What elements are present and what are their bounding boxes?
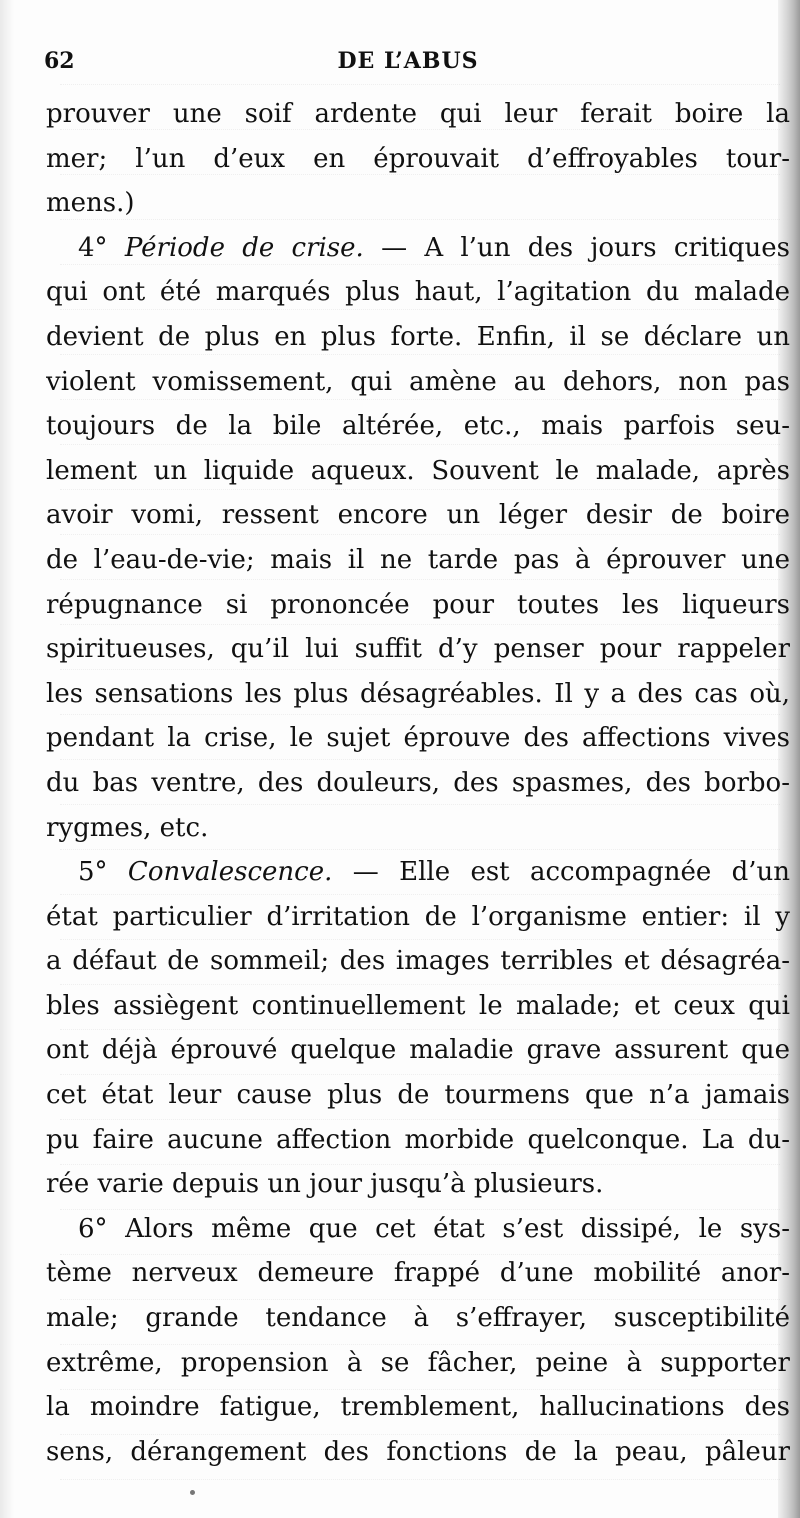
text-line: male; grande tendance à s’effrayer, susceptibilité	[46, 1303, 790, 1334]
text-line: violent vomissement, qui amène au dehors, non pas	[46, 366, 790, 397]
text-line: sens, dérangement des fonctions de la peau, pâleur	[46, 1436, 790, 1467]
text-line: a défaut de sommeil; des images terribles et désagréa-	[46, 946, 790, 977]
section-heading-italic: Convalescence.	[127, 857, 333, 888]
line-prefix: 5°	[78, 857, 128, 888]
text-line: mer; l’un d’eux en éprouvait d’effroyables tour-	[46, 143, 790, 174]
text-line: toujours de la bile altérée, etc., mais parfois seu-	[46, 411, 790, 442]
text-line: ont déjà éprouvé quelque maladie grave assurent que	[46, 1035, 790, 1066]
text-line: bles assiègent continuellement le malade; et ceux qui	[46, 990, 790, 1021]
running-head: DE L’ABUS	[337, 48, 479, 74]
text-line: état particulier d’irritation de l’organisme entier: il y	[46, 901, 790, 932]
text-line: devient de plus en plus forte. Enfin, il se déclare un	[46, 321, 790, 352]
text-line: extrême, propension à se fâcher, peine à supporter	[46, 1347, 790, 1378]
text-line: pendant la crise, le sujet éprouve des affections vives	[46, 723, 790, 754]
text-line: lement un liquide aqueux. Souvent le malade, après	[46, 455, 790, 486]
line-suffix: — Elle est accompagnée d’un	[332, 857, 790, 888]
text-line: de l’eau-de-vie; mais il ne tarde pas à éprouver une	[46, 544, 790, 575]
text-line: mens.)	[46, 188, 135, 219]
text-line: rée varie depuis un jour jusqu’à plusieurs.	[46, 1169, 604, 1200]
text-line: les sensations les plus désagréables. Il y a des cas où,	[46, 678, 790, 709]
section-heading-italic: Période de crise.	[124, 232, 364, 263]
text-line	[46, 850, 790, 895]
text-line: spiritueuses, qu’il lui suffit d’y penser pour rappeler	[46, 634, 790, 665]
text-line: qui ont été marqués plus haut, l’agitation du malade	[46, 277, 790, 308]
line-prefix: 4°	[78, 232, 125, 263]
text-line: avoir vomi, ressent encore un léger desir de boire	[46, 500, 790, 531]
text-line	[46, 226, 790, 271]
page-gutter-shadow	[0, 0, 14, 1518]
text-line: tème nerveux demeure frappé d’une mobilité anor-	[46, 1258, 790, 1289]
text-line: du bas ventre, des douleurs, des spasmes, des borbo-	[46, 767, 790, 798]
line-suffix: — A l’un des jours critiques	[363, 232, 790, 263]
text-line: pu faire aucune affection morbide quelconque. La du-	[46, 1124, 790, 1155]
ink-speck	[190, 1490, 195, 1495]
text-line: rygmes, etc.	[46, 812, 209, 843]
text-line: répugnance si prononcée pour toutes les liqueurs	[46, 589, 790, 620]
page-number: 62	[44, 48, 75, 74]
page-header	[44, 44, 772, 78]
text-line: prouver une soif ardente qui leur ferait boire la	[46, 99, 790, 129]
text-line: cet état leur cause plus de tourmens que n’a jamais	[46, 1080, 790, 1111]
body-text	[46, 92, 790, 1474]
text-line: la moindre fatigue, tremblement, hallucinations des	[46, 1392, 790, 1423]
text-line: 6° Alors même que cet état s’est dissipé, le sys-	[78, 1213, 790, 1244]
